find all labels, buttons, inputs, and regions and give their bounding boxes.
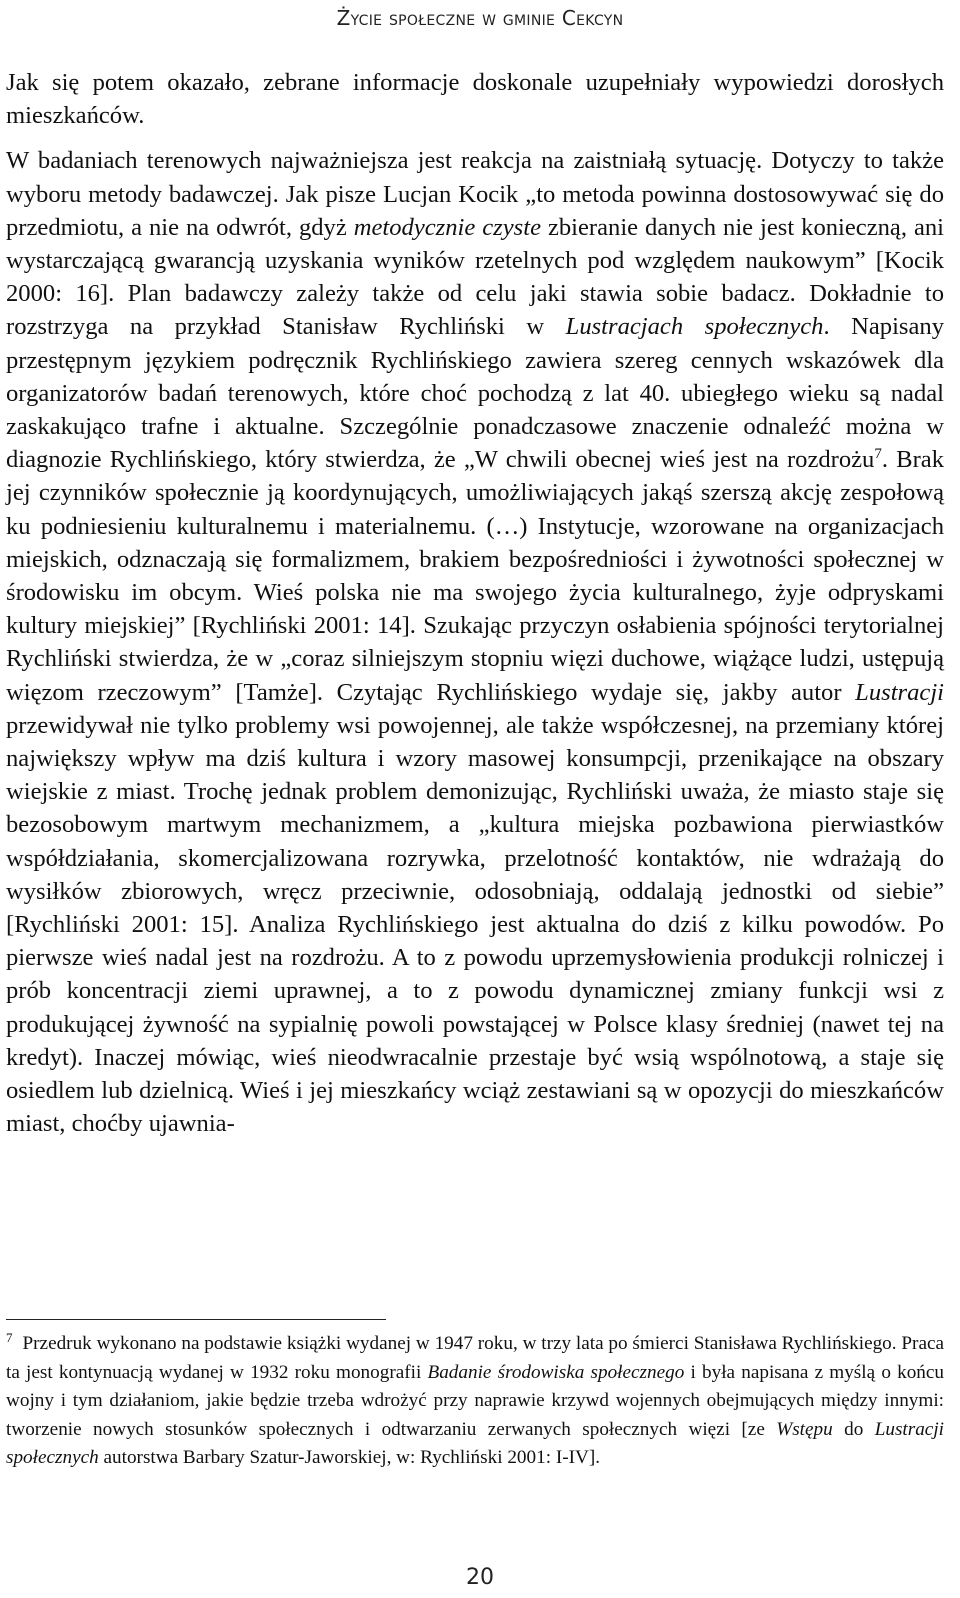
italic-book-title: Badanie środowiska społecznego [427,1361,685,1383]
footnote-divider [6,1319,386,1320]
footnote-reference[interactable]: 7 [874,446,882,463]
footnote [6,1330,944,1473]
italic-book-title: Lustracjach społecznych [565,313,824,341]
footnote-text: Przedruk wykonano na podstawie książki wydanej w 1947 roku, w trzy lata po śmierci Stanisława Rychlińskiego. Praca ta jest kontynuacją wydanej w 1932 roku monografii [6,1333,944,1383]
italic-book-title: Lustracji społecznych [6,1418,944,1468]
italic-term: Wstępu [776,1418,833,1440]
page-number: 20 [466,1565,494,1590]
text-run: . Napisany przestępnym językiem podręcznik Rychlińskiego zawiera szereg cennych wskazówek dla organizatorów badań terenowych, które choć pochodzą z lat 40. ubiegłego wieku są nadal zaskakująco trafne i aktualne. Szczególnie ponadczasowe znaczenie odnaleźć można w diagnozie Rychlińskiego, który stwierdza, że „W chwili obecnej wieś jest na rozdrożu [6,313,944,474]
text-run: zbieranie danych nie jest konieczną, ani wystarczającą gwarancją uzyskania wyników rzetelnych pod względem naukowym” [Kocik 2000: 16]. Plan badawczy zależy także od celu jaki stawia sobie badacz. Dokładnie to rozstrzyga na przykład Stanisław Rychliński w [6,213,944,341]
text-run: W badaniach terenowych najważniejsza jest reakcja na zaistniałą sytuację. Dotyczy to także wyboru metody badawczej. Jak pisze Lucjan Kocik „to metoda powinna dostosowywać się do przedmiotu, a nie na odwrót, gdyż [6,147,944,241]
body-text [6,66,944,1141]
running-header: Życie społeczne w gminie Cekcyn [336,6,624,30]
italic-term: metodycznie czyste [353,213,541,241]
text-run: przewidywał nie tylko problemy wsi powojennej, ale także współczesnej, na przemiany której największy wpływ ma dziś kultura i wzory masowej konsumpcji, przenikające na obszary wiejskie z miast. Trochę jednak problem demonizując, Rychliński uważa, że miasto staje się bezosobowym martwym mechanizmem, a „kultura miejska pozbawiona pierwiastków współdziałania, skomercjalizowana rozrywka, przelotność kontaktów, nie wdrażają do wysiłków zbiorowych, wręcz przeciwnie, odosobniają, oddalają jednostki od siebie” [Rychliński 2001: 15]. Analiza Rychlińskiego jest aktualna do dziś z kilku powodów. Po pierwsze wieś nadal jest na rozdrożu. A to z powodu uprzemysłowienia produkcji rolniczej i prób koncentracji ziemi uprawnej, a to z powodu dynamicznej zmiany funkcji wsi z produkującej żywność na sypialnię powoli powstającej w Polsce klasy średniej (nawet tej na kredyt). Inaczej mówiąc, wieś nieodwracalnie przestaje być wsią wspólnotową, a staje się osiedlem lub dzielnicą. Wieś i jej mieszkańcy wciąż zestawiani są w opozycji do mieszkańców miast, choćby ujawnia- [6,711,944,1138]
footnote-text: autorstwa Barbary Szatur-Jaworskiej, w: Rychliński 2001: I-IV]. [98,1447,601,1468]
footnote-number: 7 [6,1329,13,1345]
footnote-text: do [832,1418,875,1440]
paragraph-2 [6,144,944,1140]
paragraph-1: Jak się potem okazało, zebrane informacje doskonale uzupełniały wypowiedzi dorosłych mieszkańców. [6,69,944,130]
text-run: . Brak jej czynników społecznie ją koordynujących, umożliwiających jakąś szerszą akcję zespołową ku podniesieniu kulturalnemu i materialnemu. (…) Instytucje, wzorowane na organizacjach miejskich, odznaczają się formalizmem, brakiem bezpośredniości i żywotności społecznej w środowisku im obcym. Wieś polska nie ma swojego życia kulturalnego, żyje odpryskami kultury miejskiej” [Rychliński 2001: 14]. Szukając przyczyn osłabienia spójności terytorialnej Rychliński stwierdza, że w „coraz silniejszym stopniu więzi duchowe, wiążące ludzi, ustępują więzom rzeczowym” [Tamże]. Czytając Rychlińskiego wydaje się, jakby autor [6,446,944,706]
footnote-text: i była napisana z myślą o końcu wojny i tym działaniom, jakie będzie trzeba wdrożyć przy naprawie krzywd wojennych obejmujących między innymi: tworzenie nowych stosunków społecznych i odtwarzaniu zerwanych społecznych więzi [ze [6,1361,944,1440]
italic-book-title: Lustracji [855,678,944,706]
